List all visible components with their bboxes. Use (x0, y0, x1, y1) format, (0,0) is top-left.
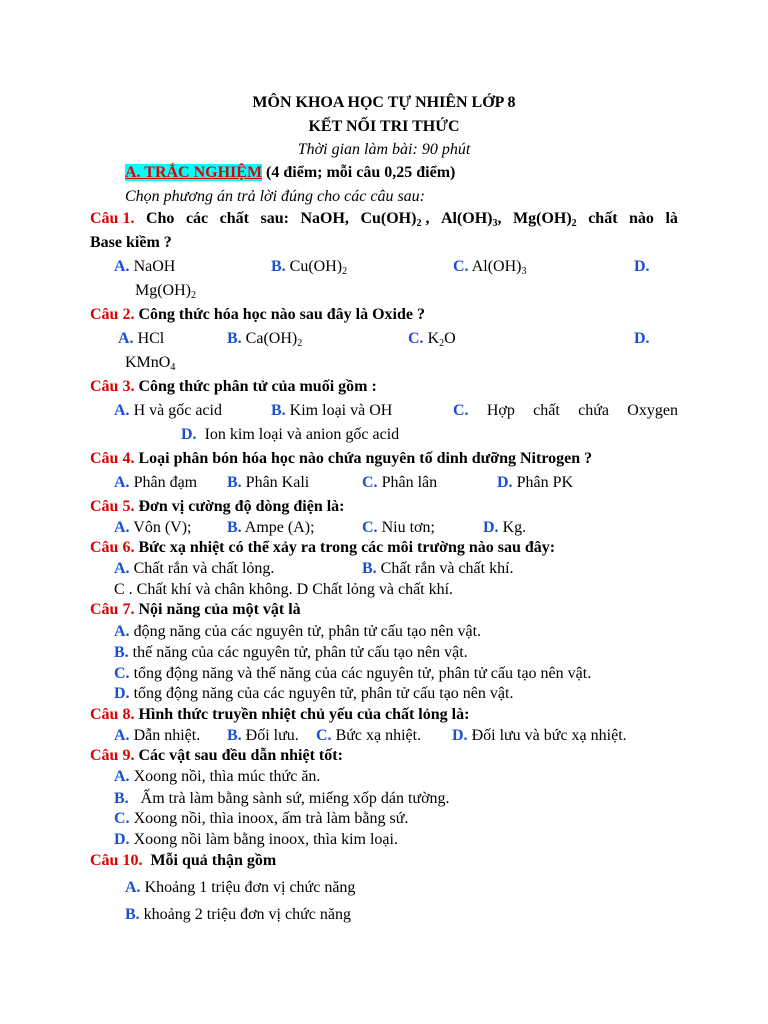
option-a[interactable]: A. Xoong nồi, thìa múc thức ăn. (114, 768, 321, 785)
option-d[interactable]: D. (634, 258, 650, 275)
option-d-text: $Mg(OH)_2$ (135, 282, 196, 301)
question-1 (90, 209, 678, 229)
option-d[interactable]: D. Phân PK (497, 474, 574, 491)
exam-subtitle: KẾT NỐI TRI THỨC (308, 118, 460, 135)
option-a[interactable]: A. NaOH (114, 258, 176, 275)
option-b[interactable]: B. Phân Kali (227, 474, 310, 491)
option-a[interactable]: A. HCl (118, 330, 165, 347)
word: Cho (145, 210, 175, 227)
option-b[interactable]: B. Ampe (A); (227, 519, 315, 536)
option-d[interactable]: D. (634, 330, 650, 347)
option-c[interactable]: C. Niu tơn; (362, 519, 435, 536)
formula: $Cu(OH)_2$ , (360, 210, 430, 229)
word: là (665, 210, 678, 227)
word: sau: (260, 210, 289, 227)
option-a[interactable]: A. Vôn (V); (114, 519, 192, 536)
option-a[interactable]: A. Phân đạm (114, 474, 198, 491)
formula: $Mg(OH)_2$ (513, 210, 577, 229)
option-b[interactable]: B. khoảng 2 triệu đơn vị chức năng (125, 906, 351, 923)
option-c[interactable]: C. Bức xạ nhiệt. (316, 727, 422, 744)
option-a[interactable]: A. H và gốc acid (114, 402, 222, 419)
option-b[interactable]: B. thế năng của các nguyên tử, phân tử cấu tạo nên vật. (114, 644, 468, 661)
question-label: Câu 1. (90, 210, 135, 227)
question-9: Câu 9. Các vật sau đều dẫn nhiệt tốt: (90, 747, 343, 764)
option-b[interactable]: B. $Cu(OH)_2$ (271, 258, 348, 277)
question-1-cont: Base kiềm ? (90, 234, 172, 251)
option-c[interactable]: C. tổng động năng và thế năng của các nguyên tử, phân tử cấu tạo nên vật. (114, 665, 592, 682)
option-d[interactable]: D. Đối lưu và bức xạ nhiệt. (452, 727, 627, 744)
option-d[interactable]: D. tổng động năng của các nguyên tử, phân tử cấu tạo nên vật. (114, 685, 514, 702)
section-heading (125, 163, 455, 183)
option-d[interactable]: D. Ion kim loại và anion gốc acid (181, 426, 400, 443)
exam-title: MÔN KHOA HỌC TỰ NHIÊN LỚP 8 (252, 94, 516, 111)
option-c[interactable]: C. Xoong nồi, thìa inoox, ấm trà làm bằng sứ. (114, 810, 409, 827)
option-d-text: KMnO$_4$ (125, 354, 176, 373)
word: nào (629, 210, 654, 227)
option-b[interactable]: B. Đối lưu. (227, 727, 299, 744)
option-c[interactable]: C. $Al(OH)_3$ (453, 258, 527, 277)
section-note: (4 điểm; mỗi câu 0,25 điểm) (266, 164, 456, 181)
option-c[interactable]: C. $K_2O$ (408, 330, 456, 349)
word: các (185, 210, 209, 227)
instruction: Chọn phương án trả lời đúng cho các câu sau: (125, 188, 425, 205)
option-a[interactable]: A. Khoảng 1 triệu đơn vị chức năng (125, 879, 356, 896)
word: chất (219, 210, 249, 227)
option-c[interactable]: C. Hợp chất chứa Oxygen (453, 402, 678, 419)
option-a[interactable]: A. động năng của các nguyên tử, phân tử cấu tạo nên vật. (114, 623, 482, 640)
option-d[interactable]: D. Xoong nồi làm bằng inoox, thìa kim loại. (114, 831, 398, 848)
question-8: Câu 8. Hình thức truyền nhiệt chủ yếu của chất lỏng là: (90, 706, 470, 723)
option-cd[interactable]: C . Chất khí và chân không. D Chất lỏng và chất khí. (114, 581, 454, 598)
formula: $Al(OH)_3$, (440, 210, 502, 229)
option-b[interactable]: B. Kim loại và OH (271, 402, 393, 419)
option-b[interactable]: B. Chất rắn và chất khí. (362, 560, 514, 577)
section-title: A. TRẮC NGHIỆM (125, 164, 263, 181)
word: chất (588, 210, 618, 227)
question-7: Câu 7. Nội năng của một vật là (90, 601, 301, 618)
question-4: Câu 4. Loại phân bón hóa học nào chứa nguyên tố dinh dưỡng Nitrogen ? (90, 450, 593, 467)
option-c[interactable]: C. Phân lân (362, 474, 438, 491)
question-3: Câu 3. Công thức phân tử của muối gồm : (90, 378, 377, 395)
option-b[interactable]: B. Ấm trà làm bằng sành sứ, miếng xốp dán tường. (114, 790, 450, 807)
question-2: Câu 2. Công thức hóa học nào sau đây là Oxide ? (90, 306, 425, 323)
question-10: Câu 10. Mỗi quả thận gồm (90, 852, 277, 869)
option-a[interactable]: A. Chất rắn và chất lỏng. (114, 560, 275, 577)
option-a[interactable]: A. Dẫn nhiệt. (114, 727, 201, 744)
exam-time: Thời gian làm bài: 90 phút (297, 141, 471, 158)
question-6: Câu 6. Bức xạ nhiệt có thể xảy ra trong các môi trường nào sau đây: (90, 539, 556, 556)
word: NaOH, (300, 210, 349, 227)
question-5: Câu 5. Đơn vị cường độ dòng điện là: (90, 498, 345, 515)
option-b[interactable]: B. $Ca(OH)_2$ (227, 330, 303, 349)
option-d[interactable]: D. Kg. (483, 519, 527, 536)
